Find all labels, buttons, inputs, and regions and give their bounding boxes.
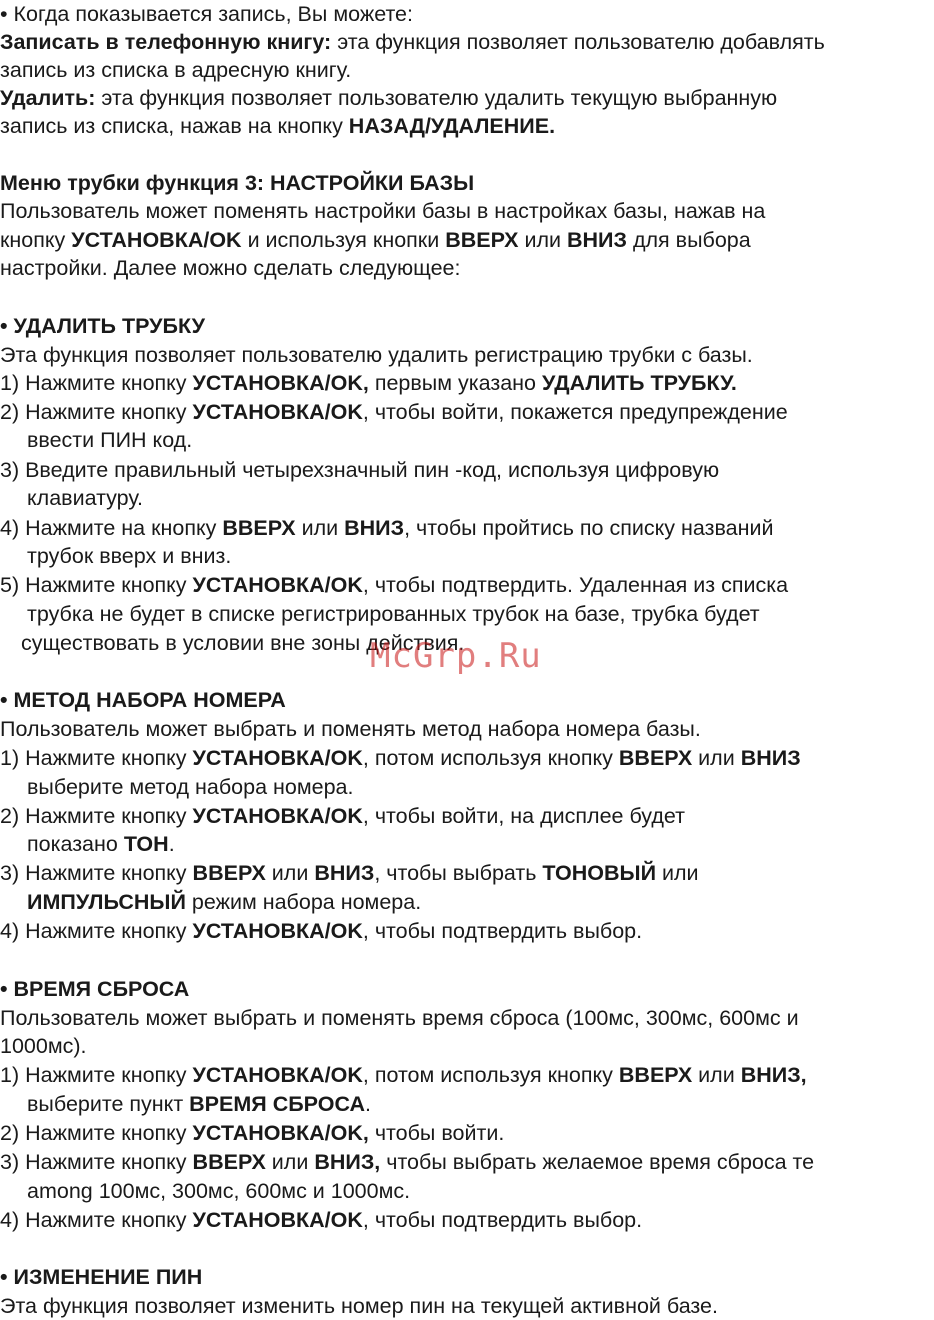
text-line bbox=[0, 312, 205, 340]
text-run: 2) Нажмите кнопку bbox=[0, 1121, 193, 1145]
bold-text: ВНИЗ, bbox=[740, 1063, 807, 1087]
text-run: показано bbox=[27, 832, 124, 856]
text-run: , чтобы войти, на дисплее будет bbox=[362, 804, 685, 828]
text-run: трубок вверх и вниз. bbox=[27, 544, 232, 568]
text-run: 5) Нажмите кнопку bbox=[0, 573, 193, 597]
text-run: выберите пункт bbox=[27, 1092, 190, 1116]
text-run: 3) Нажмите кнопку bbox=[0, 861, 193, 885]
bold-text: НАЗАД/УДАЛЕНИЕ. bbox=[348, 114, 556, 138]
text-line bbox=[0, 0, 413, 28]
bold-text: ВНИЗ bbox=[314, 861, 375, 885]
text-run: клавиатуру. bbox=[27, 486, 143, 510]
bold-text: УСТАНОВКА/OK bbox=[192, 1063, 363, 1087]
text-run: или bbox=[265, 861, 315, 885]
bold-text: ВРЕМЯ СБРОСА bbox=[189, 1092, 365, 1116]
text-run: 1) Нажмите кнопку bbox=[0, 371, 193, 395]
text-line bbox=[0, 514, 773, 542]
bold-text: ТОНОВЫЙ bbox=[542, 861, 657, 885]
text-run: Пользователь может выбрать и поменять метод набора номера базы. bbox=[0, 717, 701, 741]
bold-text: ВВЕРХ bbox=[192, 861, 266, 885]
text-line bbox=[0, 197, 765, 225]
text-line bbox=[0, 398, 788, 426]
text-run: настройки. Далее можно сделать следующее: bbox=[0, 256, 461, 280]
text-line bbox=[0, 1206, 642, 1234]
text-line bbox=[0, 369, 737, 397]
text-line bbox=[0, 1292, 718, 1320]
bold-text: ВНИЗ bbox=[740, 746, 801, 770]
text-run: . bbox=[168, 832, 175, 856]
text-line bbox=[0, 84, 777, 112]
text-run: 3) Нажмите кнопку bbox=[0, 1150, 193, 1174]
text-run: , чтобы войти, покажется предупреждение bbox=[362, 400, 788, 424]
bold-text: Удалить: bbox=[0, 86, 96, 110]
text-run: , потом используя кнопку bbox=[362, 746, 619, 770]
text-line bbox=[27, 426, 192, 454]
text-line bbox=[0, 686, 286, 714]
text-run: чтобы выбрать желаемое время сброса те bbox=[380, 1150, 815, 1174]
text-line bbox=[0, 341, 753, 369]
text-run: чтобы войти. bbox=[368, 1121, 505, 1145]
text-run: 2) Нажмите кнопку bbox=[0, 400, 193, 424]
text-line bbox=[0, 917, 642, 945]
bold-text: ВВЕРХ bbox=[618, 1063, 693, 1087]
text-line bbox=[0, 802, 685, 830]
text-run: 4) Нажмите кнопку bbox=[0, 919, 193, 943]
bold-text: УСТАНОВКА/OK bbox=[192, 919, 363, 943]
text-line bbox=[27, 1177, 410, 1205]
text-run: 4) Нажмите кнопку bbox=[0, 1208, 193, 1232]
text-line bbox=[0, 1061, 807, 1089]
text-run: эта функция позволяет пользователю добавлять bbox=[331, 30, 825, 54]
text-line bbox=[0, 859, 699, 887]
text-run: режим набора номера. bbox=[185, 890, 422, 914]
bold-text: УСТАНОВКА/OK bbox=[192, 400, 363, 424]
bold-text: ВВЕРХ bbox=[445, 228, 519, 252]
bold-text: • ВРЕМЯ СБРОСА bbox=[0, 977, 190, 1001]
text-run: , чтобы выбрать bbox=[374, 861, 543, 885]
bold-text: УДАЛИТЬ ТРУБКУ. bbox=[541, 371, 737, 395]
text-run: Эта функция позволяет изменить номер пин на текущей активной базе. bbox=[0, 1294, 718, 1318]
text-run: или bbox=[656, 861, 699, 885]
text-run: кнопку bbox=[0, 228, 72, 252]
bold-text: • ИЗМЕНЕНИЕ ПИН bbox=[0, 1265, 203, 1289]
text-line bbox=[27, 888, 421, 916]
text-line bbox=[0, 112, 555, 140]
text-line bbox=[27, 773, 354, 801]
text-line bbox=[27, 1090, 371, 1118]
text-run: Эта функция позволяет пользователю удалить регистрацию трубки с базы. bbox=[0, 343, 753, 367]
text-run: , чтобы подтвердить. Удаленная из списка bbox=[362, 573, 789, 597]
bold-text: УСТАНОВКА/OK bbox=[192, 1208, 363, 1232]
bold-text: • МЕТОД НАБОРА НОМЕРА bbox=[0, 688, 286, 712]
text-run: или bbox=[692, 1063, 741, 1087]
text-line bbox=[0, 1119, 504, 1147]
text-run: Пользователь может выбрать и поменять время сброса (100мс, 300мс, 600мс и bbox=[0, 1006, 799, 1030]
text-run: эта функция позволяет пользователю удалить текущую выбранную bbox=[95, 86, 778, 110]
text-run: among 100мс, 300мс, 600мс и 1000мс. bbox=[27, 1179, 411, 1203]
text-line bbox=[0, 1148, 814, 1176]
text-run: 4) Нажмите на кнопку bbox=[0, 516, 223, 540]
bold-text: ВНИЗ bbox=[344, 516, 405, 540]
text-line bbox=[0, 456, 719, 484]
text-run: 3) Введите правильный четырехзначный пин -код, используя цифровую bbox=[0, 458, 720, 482]
bold-text: ВВЕРХ bbox=[618, 746, 693, 770]
bold-text: ИМПУЛЬСНЫЙ bbox=[27, 890, 186, 914]
text-run: ввести ПИН код. bbox=[27, 428, 193, 452]
text-run: • Когда показывается запись, Вы можете: bbox=[0, 2, 413, 26]
bold-text: Меню трубки функция 3: НАСТРОЙКИ БАЗЫ bbox=[0, 171, 475, 195]
text-run: , чтобы подтвердить выбор. bbox=[362, 919, 643, 943]
bold-text: Записать в телефонную книгу: bbox=[0, 30, 332, 54]
bold-text: УСТАНОВКА/OK bbox=[192, 804, 363, 828]
text-run: трубка не будет в списке регистрированных трубок на базе, трубка будет bbox=[27, 602, 760, 626]
text-line bbox=[0, 169, 474, 197]
text-run: , потом используя кнопку bbox=[362, 1063, 619, 1087]
text-run: выберите метод набора номера. bbox=[27, 775, 354, 799]
text-line bbox=[0, 715, 701, 743]
bold-text: ВНИЗ, bbox=[314, 1150, 381, 1174]
watermark: McGrp.Ru bbox=[370, 636, 542, 676]
text-line bbox=[0, 226, 751, 254]
bold-text: ВВЕРХ bbox=[192, 1150, 266, 1174]
bold-text: УСТАНОВКА/OK bbox=[192, 746, 363, 770]
text-run: для выбора bbox=[626, 228, 751, 252]
text-line bbox=[27, 542, 231, 570]
text-run: 2) Нажмите кнопку bbox=[0, 804, 193, 828]
text-run: или bbox=[295, 516, 345, 540]
bold-text: УСТАНОВКА/OK, bbox=[192, 371, 369, 395]
text-line bbox=[0, 1004, 799, 1032]
text-run: 1000мс). bbox=[0, 1034, 87, 1058]
text-line bbox=[0, 56, 351, 84]
bold-text: УСТАНОВКА/OK bbox=[192, 573, 363, 597]
text-run: или bbox=[692, 746, 741, 770]
text-run: первым указано bbox=[368, 371, 542, 395]
text-line bbox=[0, 254, 460, 282]
text-line bbox=[0, 1032, 87, 1060]
text-run: запись из списка, нажав на кнопку bbox=[0, 114, 349, 138]
text-line bbox=[0, 28, 825, 56]
bold-text: ВНИЗ bbox=[566, 228, 627, 252]
text-line bbox=[0, 744, 801, 772]
text-run: и используя кнопки bbox=[241, 228, 446, 252]
text-line bbox=[27, 830, 175, 858]
text-run: Пользователь может поменять настройки базы в настройках базы, нажав на bbox=[0, 199, 766, 223]
bold-text: ВВЕРХ bbox=[222, 516, 296, 540]
text-line bbox=[27, 600, 760, 628]
text-run: существовать в условии вне зоны действия. bbox=[21, 631, 465, 655]
bold-text: УСТАНОВКА/OK bbox=[71, 228, 242, 252]
text-run: или bbox=[265, 1150, 315, 1174]
text-run: 1) Нажмите кнопку bbox=[0, 1063, 193, 1087]
text-run: запись из списка в адресную книгу. bbox=[0, 58, 352, 82]
text-run: или bbox=[518, 228, 567, 252]
bold-text: ТОН bbox=[123, 832, 169, 856]
text-line bbox=[0, 975, 189, 1003]
text-run: . bbox=[364, 1092, 371, 1116]
text-run: , чтобы пройтись по списку названий bbox=[404, 516, 774, 540]
text-run: , чтобы подтвердить выбор. bbox=[362, 1208, 643, 1232]
text-line bbox=[27, 484, 143, 512]
text-line bbox=[0, 571, 788, 599]
text-run: 1) Нажмите кнопку bbox=[0, 746, 193, 770]
text-line bbox=[0, 1263, 202, 1291]
bold-text: • УДАЛИТЬ ТРУБКУ bbox=[0, 314, 206, 338]
bold-text: УСТАНОВКА/OK, bbox=[192, 1121, 369, 1145]
